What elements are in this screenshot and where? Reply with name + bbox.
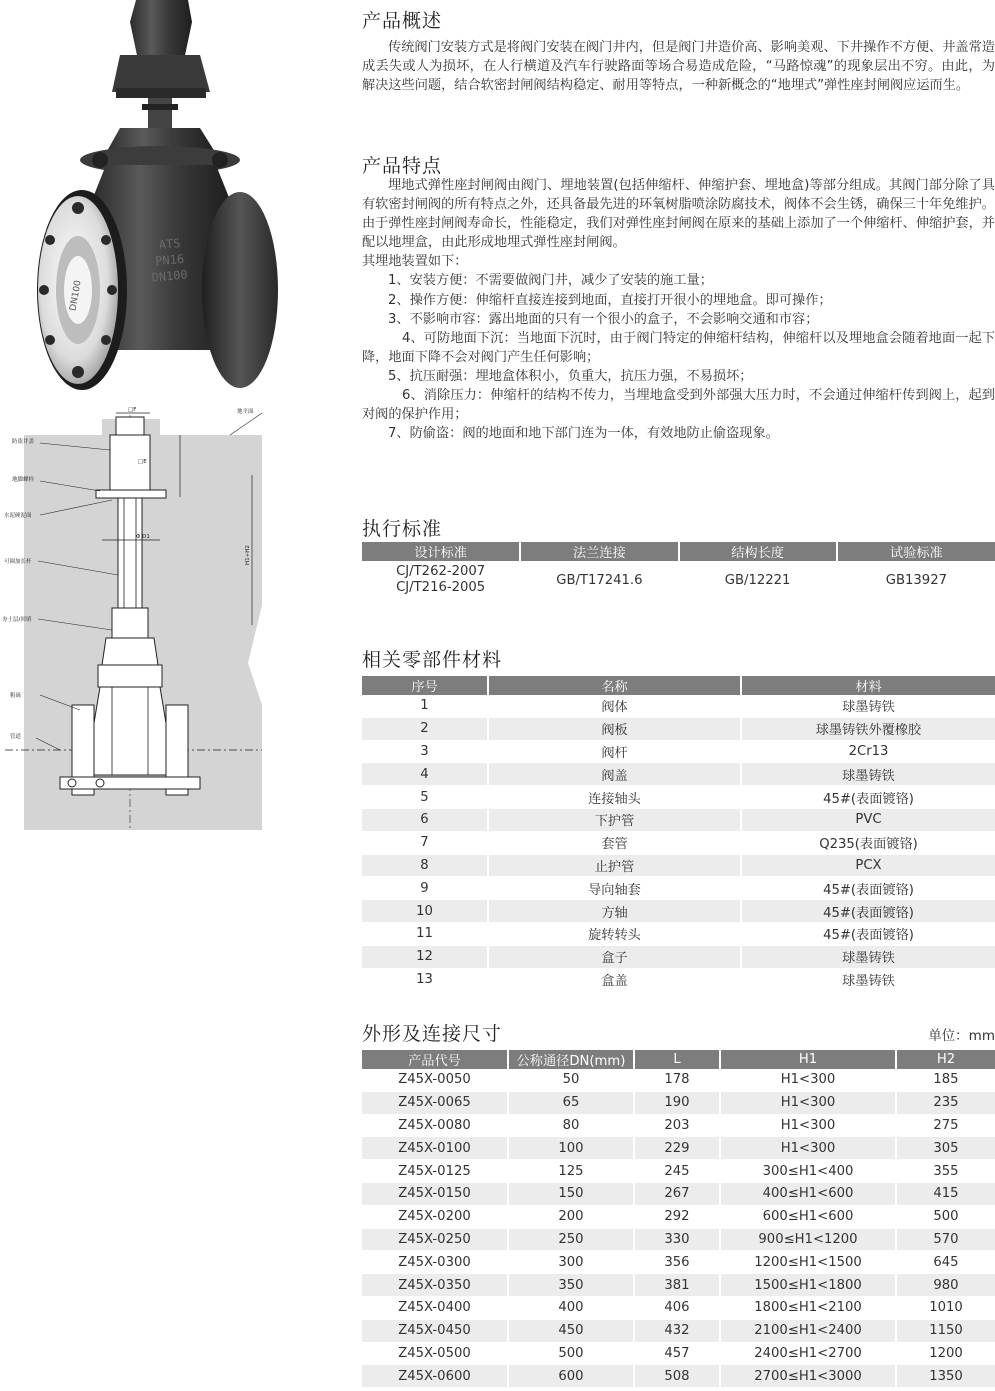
standards-design-1: CJ/T262-2007 <box>396 564 486 579</box>
dimensions-row-cell: 2700≤H1<3000 <box>720 1365 896 1388</box>
materials-row-cell: 8 <box>362 854 488 877</box>
dimensions-row-cell: 600≤H1<600 <box>720 1205 896 1228</box>
materials-row-cell: 10 <box>362 900 488 923</box>
standards-header-length: 结构长度 <box>679 542 837 561</box>
drawing-dim-h: H1+H2 <box>245 545 251 565</box>
dimensions-row-cell: 305 <box>896 1137 995 1160</box>
dimensions-header-h1: H1 <box>720 1050 896 1069</box>
materials-row-cell: 2 <box>362 717 488 740</box>
dimensions-row-cell: 355 <box>896 1160 995 1183</box>
dimensions-row-cell: 400≤H1<600 <box>720 1182 896 1205</box>
materials-row <box>362 900 995 923</box>
materials-row-cell: 12 <box>362 945 488 968</box>
materials-row-cell: 11 <box>416 926 433 942</box>
dimensions-row-cell: 356 <box>634 1251 720 1274</box>
features-block <box>362 176 995 443</box>
feature-item-4: 4、可防地面下沉：当地面下沉时，由于阀门特定的伸缩杆结构，伸缩杆以及埋地盒会随着地面一起下降，地面下降不会对阀门产生任何影响； <box>362 330 995 365</box>
materials-row <box>362 717 995 740</box>
dimensions-row-cell: H1<300 <box>720 1114 896 1137</box>
materials-row <box>362 763 995 786</box>
materials-header-name: 名称 <box>488 676 741 695</box>
dimensions-row-cell: 200 <box>508 1205 634 1228</box>
materials-row <box>362 922 995 945</box>
dimensions-row <box>362 1228 995 1251</box>
dimensions-row-cell: Z45X-0450 <box>362 1319 508 1342</box>
standards-length: GB/12221 <box>679 561 837 600</box>
dimensions-table <box>362 1050 995 1388</box>
materials-row-cell: 6 <box>362 808 488 831</box>
dimensions-row <box>362 1365 995 1388</box>
dimensions-row <box>362 1114 995 1137</box>
svg-text:DN100: DN100 <box>68 279 84 312</box>
materials-header-material: 材料 <box>741 676 995 695</box>
features-lead: 其埋地装置如下： <box>362 254 468 270</box>
dimensions-row-cell: Z45X-0150 <box>362 1182 508 1205</box>
feature-item-5: 5、抗压耐强：埋地盒体积小，负重大，抗压力强，不易损坏； <box>388 368 753 384</box>
standards-test: GB13927 <box>837 561 995 600</box>
dimensions-body <box>362 1069 995 1388</box>
dimensions-row-cell: 100 <box>508 1137 634 1160</box>
dimensions-row-cell: 432 <box>634 1319 720 1342</box>
dimensions-row-cell: 645 <box>896 1251 995 1274</box>
materials-row-cell: 2Cr13 <box>741 740 995 763</box>
materials-row-cell: 套管 <box>488 831 741 854</box>
dimensions-row-cell: 1010 <box>896 1296 995 1319</box>
dimensions-row-cell: 1200≤H1<1500 <box>720 1251 896 1274</box>
materials-row-cell: PVC <box>741 808 995 831</box>
dimensions-row-cell: 245 <box>634 1160 720 1183</box>
dimensions-row <box>362 1182 995 1205</box>
dimensions-title: 外形及连接尺寸 <box>362 1023 503 1045</box>
materials-header-no: 序号 <box>362 676 488 695</box>
dimensions-row-cell: 300 <box>508 1251 634 1274</box>
dimensions-row-cell: Z45X-0125 <box>398 1163 471 1179</box>
drawing-label-2: 地脚螺栓 <box>12 477 35 483</box>
materials-row <box>362 740 995 763</box>
dimensions-row-cell: 80 <box>508 1114 634 1137</box>
standards-design-2: CJ/T216-2005 <box>396 580 486 595</box>
svg-text:ATS: ATS <box>158 236 182 252</box>
dimensions-header-l: L <box>634 1050 720 1069</box>
standards-header-test: 试验标准 <box>837 542 995 561</box>
dimensions-row-cell: Z45X-0200 <box>398 1209 471 1225</box>
dimensions-row-cell: Z45X-0500 <box>398 1345 471 1361</box>
dimensions-row <box>362 1296 995 1319</box>
dimensions-row <box>362 1069 995 1091</box>
dimensions-row-cell: Z45X-0350 <box>362 1274 508 1297</box>
standards-title: 执行标准 <box>362 518 443 540</box>
dimensions-row <box>362 1251 995 1274</box>
dimensions-row-cell: 980 <box>896 1274 995 1297</box>
dimensions-row-cell: Z45X-0250 <box>362 1228 508 1251</box>
materials-row-cell: 45#(表面镀铬) <box>741 786 995 809</box>
dimensions-row-cell: 570 <box>896 1228 995 1251</box>
materials-row-cell: 3 <box>420 743 429 759</box>
dimensions-row-cell: 500 <box>896 1205 995 1228</box>
features-title: 产品特点 <box>362 155 443 177</box>
dimensions-row-cell: 267 <box>634 1182 720 1205</box>
feature-item-6: 6、消除压力：伸缩杆的结构不传力，当埋地盒受到外部强大压力时，不会通过伸缩杆传到阀上，起到对阀的保护作用； <box>362 388 995 423</box>
materials-row-cell: 球墨铸铁 <box>741 695 995 717</box>
dimensions-row-cell: H1<300 <box>720 1137 896 1160</box>
dimensions-row-cell: Z45X-0065 <box>362 1091 508 1114</box>
drawing-dim-phi: Φ D1 <box>136 534 150 540</box>
materials-row-cell: 45#(表面镀铬) <box>741 877 995 900</box>
materials-body <box>362 695 995 991</box>
materials-row-cell: 导向轴套 <box>488 877 741 900</box>
features-intro: 埋地式弹性座封闸阀由阀门、埋地装置(包括伸缩杆、伸缩护套、埋地盒)等部分组成。其阀门部分除了具有软密封闸阀的所有特点之外，还具备最先进的环氧树脂喷涂防腐技术，阀体不会生锈，确保三十年免维护。由于弹性座封闸阀寿命长，性能稳定，我们对弹性座封闸阀在原来的基础上添加了一个伸缩杆、伸缩护套，并配以地埋盒，由此形成地埋式弹性座封闸阀。 <box>362 178 995 251</box>
dimensions-header-dn: 公称通径DN(mm) <box>508 1050 634 1069</box>
drawing-label-3: 水泥硬泥面 <box>4 513 32 519</box>
materials-title: 相关零部件材料 <box>362 649 503 671</box>
dimensions-row-cell: 330 <box>634 1228 720 1251</box>
materials-row-cell: 4 <box>362 763 488 786</box>
dimensions-row <box>362 1342 995 1365</box>
materials-row-cell: 止护管 <box>488 854 741 877</box>
materials-row-cell: 球墨铸铁 <box>741 945 995 968</box>
materials-row-cell: 球墨铸铁 <box>741 968 995 991</box>
dimensions-row-cell: 600 <box>508 1365 634 1388</box>
svg-text:PN16: PN16 <box>154 251 185 269</box>
standards-design-cell <box>362 561 520 600</box>
materials-row <box>362 786 995 809</box>
materials-table <box>362 676 995 991</box>
dimensions-row-cell: 50 <box>508 1069 634 1091</box>
materials-row-cell: Q235(表面镀铬) <box>741 831 995 854</box>
materials-row <box>362 695 995 717</box>
standards-table <box>362 542 995 600</box>
dimensions-row-cell: H1<300 <box>720 1069 896 1091</box>
dimensions-row-cell: 1200 <box>896 1342 995 1365</box>
drawing-label-5: 夯土层/回填 <box>2 617 32 623</box>
materials-row-cell: 球墨铸铁 <box>741 763 995 786</box>
dimensions-header-h2: H2 <box>896 1050 995 1069</box>
feature-item-7: 7、防偷盗：阀的地面和地下部门连为一体，有效地防止偷盗现象。 <box>388 426 779 442</box>
materials-row <box>362 831 995 854</box>
materials-row-cell: 7 <box>420 835 429 851</box>
feature-item-1: 1、安装方便：不需要做阀门井，减少了安装的施工量； <box>388 273 713 289</box>
dimensions-row-cell: 185 <box>896 1069 995 1091</box>
materials-row-cell: 45#(表面镀铬) <box>741 922 995 945</box>
materials-row-cell: 阀杆 <box>488 740 741 763</box>
dimensions-row-cell: 190 <box>634 1091 720 1114</box>
dimensions-row-cell: 65 <box>508 1091 634 1114</box>
valve-photo <box>20 0 280 395</box>
dimensions-header-code: 产品代号 <box>362 1050 508 1069</box>
drawing-dim-f: □F <box>128 407 137 413</box>
dimensions-row-cell: 415 <box>896 1182 995 1205</box>
materials-row-cell: 连接轴头 <box>488 786 741 809</box>
materials-row <box>362 808 995 831</box>
dimensions-row-cell: Z45X-0050 <box>398 1072 471 1088</box>
feature-item-2: 2、操作方便：伸缩杆直接连接到地面，直接打开很小的埋地盒。即可操作； <box>388 292 832 308</box>
materials-row-cell: 阀板 <box>488 717 741 740</box>
dimensions-row <box>362 1319 995 1342</box>
drawing-dim-e: □E <box>138 459 147 465</box>
dimensions-row-cell: 150 <box>508 1182 634 1205</box>
dimensions-row-cell: 406 <box>634 1296 720 1319</box>
dimensions-row <box>362 1137 995 1160</box>
dimensions-row-cell: Z45X-0100 <box>362 1137 508 1160</box>
dimensions-row-cell: 2400≤H1<2700 <box>720 1342 896 1365</box>
standards-header-design: 设计标准 <box>362 542 520 561</box>
dimensions-row-cell: 381 <box>634 1274 720 1297</box>
dimensions-row-cell: 229 <box>634 1137 720 1160</box>
dimensions-row-cell: 203 <box>634 1114 720 1137</box>
materials-row-cell: 45#(表面镀铬) <box>741 900 995 923</box>
feature-item-3: 3、不影响市容：露出地面的只有一个很小的盒子，不会影响交通和市容； <box>388 311 819 327</box>
materials-row-cell: 方轴 <box>488 900 741 923</box>
dimensions-row-cell: H1<300 <box>720 1091 896 1114</box>
dimensions-row-cell: 457 <box>634 1342 720 1365</box>
materials-row-cell: 盒盖 <box>488 968 741 991</box>
dimensions-row-cell: 450 <box>508 1319 634 1342</box>
drawing-label-ground: 地平面 <box>237 409 254 415</box>
materials-row-cell: 5 <box>420 789 429 805</box>
dimensions-row-cell: 1350 <box>896 1365 995 1388</box>
drawing-label-7: 管道 <box>10 734 22 740</box>
materials-row-cell: 9 <box>420 880 429 896</box>
dimensions-row-cell: 300≤H1<400 <box>720 1160 896 1183</box>
materials-row-cell: 13 <box>416 971 433 987</box>
dimensions-row-cell: 275 <box>896 1114 995 1137</box>
svg-text:DN100: DN100 <box>151 267 189 285</box>
materials-row <box>362 968 995 991</box>
standards-flange: GB/T17241.6 <box>520 561 678 600</box>
materials-row-cell: 阀体 <box>488 695 741 717</box>
dimensions-row-cell: 125 <box>508 1160 634 1183</box>
drawing-label-1: 防盗井盖 <box>12 439 35 445</box>
drawing-label-4: 可调加长杆 <box>4 559 32 565</box>
dimensions-row-cell: 400 <box>508 1296 634 1319</box>
overview-title: 产品概述 <box>362 10 443 32</box>
materials-row <box>362 945 995 968</box>
dimensions-row-cell: 1150 <box>896 1319 995 1342</box>
overview-text: 传统阀门安装方式是将阀门安装在阀门井内，但是阀门井造价高、影响美观、下井操作不方便、井盖常造成丢失或人为损坏，在人行横道及汽车行驶路面等场合易造成危险，“马路惊魂”的现象层出不穷。由此，为解决这些问题，结合软密封闸阀结构稳定、耐用等特点，一种新概念的“地埋式”弹性座封闸阀应运而生。 <box>362 40 995 94</box>
dimensions-row <box>362 1274 995 1297</box>
dimensions-row-cell: Z45X-0400 <box>398 1300 471 1316</box>
installation-drawing <box>0 405 265 837</box>
dimensions-row-cell: 292 <box>634 1205 720 1228</box>
materials-row-cell: 旋转转头 <box>488 922 741 945</box>
dimensions-row-cell: 178 <box>634 1069 720 1091</box>
dimensions-row <box>362 1205 995 1228</box>
dimensions-row <box>362 1091 995 1114</box>
dimensions-row-cell: 2100≤H1<2400 <box>720 1319 896 1342</box>
materials-row-cell: 球墨铸铁外覆橡胶 <box>741 717 995 740</box>
dimensions-row-cell: Z45X-0600 <box>362 1365 508 1388</box>
dimensions-row <box>362 1160 995 1183</box>
dimensions-row-cell: 508 <box>634 1365 720 1388</box>
dimensions-row-cell: Z45X-0300 <box>398 1254 471 1270</box>
materials-row-cell: 1 <box>420 698 429 714</box>
dimensions-unit: 单位：mm <box>928 1028 995 1044</box>
dimensions-row-cell: 250 <box>508 1228 634 1251</box>
materials-row <box>362 854 995 877</box>
materials-row-cell: 阀盖 <box>488 763 741 786</box>
dimensions-row-cell: 1800≤H1<2100 <box>720 1296 896 1319</box>
drawing-label-6: 粗砾 <box>10 693 22 699</box>
dimensions-row-cell: 1500≤H1<1800 <box>720 1274 896 1297</box>
standards-header-flange: 法兰连接 <box>520 542 678 561</box>
materials-row-cell: 盒子 <box>488 945 741 968</box>
dimensions-row-cell: 900≤H1<1200 <box>720 1228 896 1251</box>
dimensions-row-cell: Z45X-0080 <box>398 1117 471 1133</box>
materials-row <box>362 877 995 900</box>
dimensions-row-cell: 500 <box>508 1342 634 1365</box>
dimensions-row-cell: 235 <box>896 1091 995 1114</box>
materials-row-cell: PCX <box>741 854 995 877</box>
dimensions-row-cell: 350 <box>508 1274 634 1297</box>
materials-row-cell: 下护管 <box>488 808 741 831</box>
